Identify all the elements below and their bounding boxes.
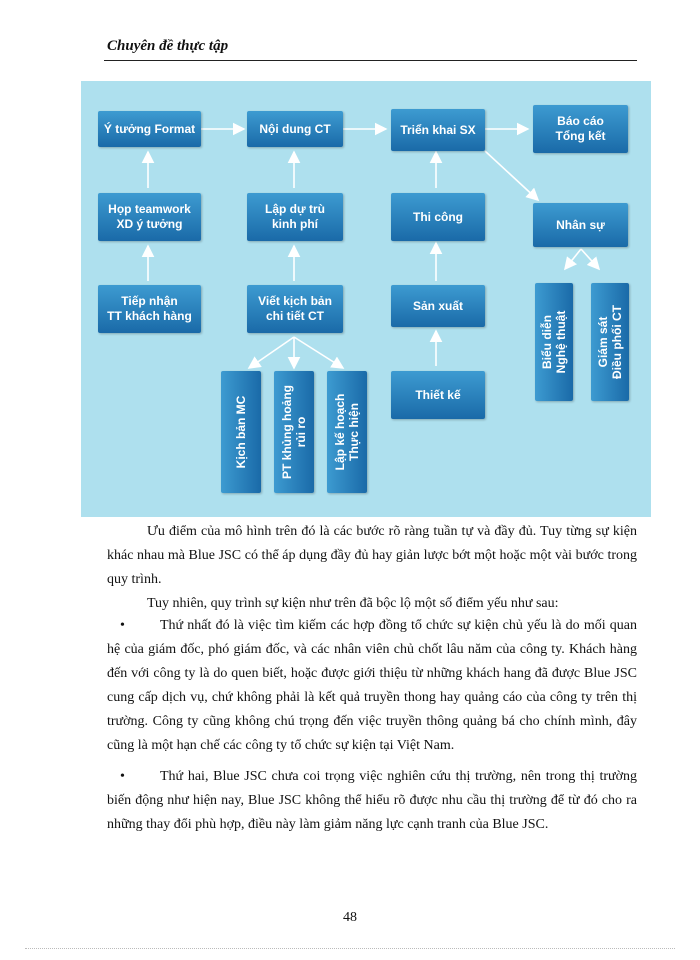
bullet-symbol: •: [120, 769, 125, 784]
bullet-item-2: [107, 765, 637, 837]
bullet-item-1: [107, 614, 637, 758]
bullet-text: Thứ hai, Blue JSC chưa coi trọng việc nghiên cứu thị trường, nên trong thị trường biến động như hiện nay, Blue JSC không thể hiểu rõ được nhu cầu thị trường để từ đó cho ra những thay đổi phù hợp, điều này làm giảm năng lực cạnh tranh của Blue JSC.: [107, 769, 637, 832]
node-bao-cao-tong-ket: Báo cáo Tổng kết: [533, 105, 628, 153]
node-trien-khai-sx: Triển khai SX: [391, 109, 485, 151]
process-flowchart: [81, 81, 651, 517]
paragraph-weaknesses-intro: Tuy nhiên, quy trình sự kiện như trên đã bộc lộ một số điểm yếu như sau:: [147, 596, 559, 611]
bullet-text: Thứ nhất đó là việc tìm kiếm các hợp đồng tổ chức sự kiện chủ yếu là do mối quan hệ của giám đốc, phó giám đốc, và các nhân viên chủ chốt lâu năm của công ty. Khách hàng đến với công ty là do quen biết, hoặc được giới thiệu từ những khách hang đã được Blue JSC cung cấp dịch vụ, chứ không phải là kết quả truyền thong hay quảng cáo của công ty trên thị trường. Công ty cũng không chú trọng đến việc truyền thông quảng bá cho chính mình, đây cũng là một hạn chế các công ty tổ chức sự kiện tại Việt Nam.: [107, 618, 637, 753]
node-giam-sat: Giám sát Điều phối CT: [591, 283, 629, 401]
node-y-tuong-format: Ý tưởng Format: [98, 111, 201, 147]
page-number: 48: [343, 910, 357, 925]
node-thi-cong: Thi công: [391, 193, 485, 241]
node-kich-ban-mc: Kịch bản MC: [221, 371, 261, 493]
node-pt-khung-hoang: PT khủng hoảng rủi ro: [274, 371, 314, 493]
node-hop-teamwork: Họp teamwork XD ý tưởng: [98, 193, 201, 241]
footer-rule: [25, 948, 675, 949]
node-viet-kich-ban: Viết kịch bản chi tiết CT: [247, 285, 343, 333]
bullet-symbol: •: [120, 618, 125, 633]
node-lap-ke-hoach: Lập kế hoạch Thực hiện: [327, 371, 367, 493]
node-tiep-nhan: Tiếp nhận TT khách hàng: [98, 285, 201, 333]
running-header-title: Chuyên đề thực tập: [107, 38, 229, 54]
node-noi-dung-ct: Nội dung CT: [247, 111, 343, 147]
header-rule: [104, 60, 637, 61]
node-thiet-ke: Thiết kế: [391, 371, 485, 419]
node-san-xuat: Sản xuất: [391, 285, 485, 327]
node-lap-du-tru: Lập dự trù kinh phí: [247, 193, 343, 241]
node-bieu-dien: Biểu diễn Nghệ thuật: [535, 283, 573, 401]
paragraph-advantages: Ưu điểm của mô hình trên đó là các bước rõ ràng tuần tự và đầy đủ. Tuy từng sự kiện khác nhau mà Blue JSC có thể áp dụng đầy đủ hay giản lược bớt một hoặc một vài bước trong quy trình.: [107, 524, 637, 587]
node-nhan-su: Nhân sự: [533, 203, 628, 247]
